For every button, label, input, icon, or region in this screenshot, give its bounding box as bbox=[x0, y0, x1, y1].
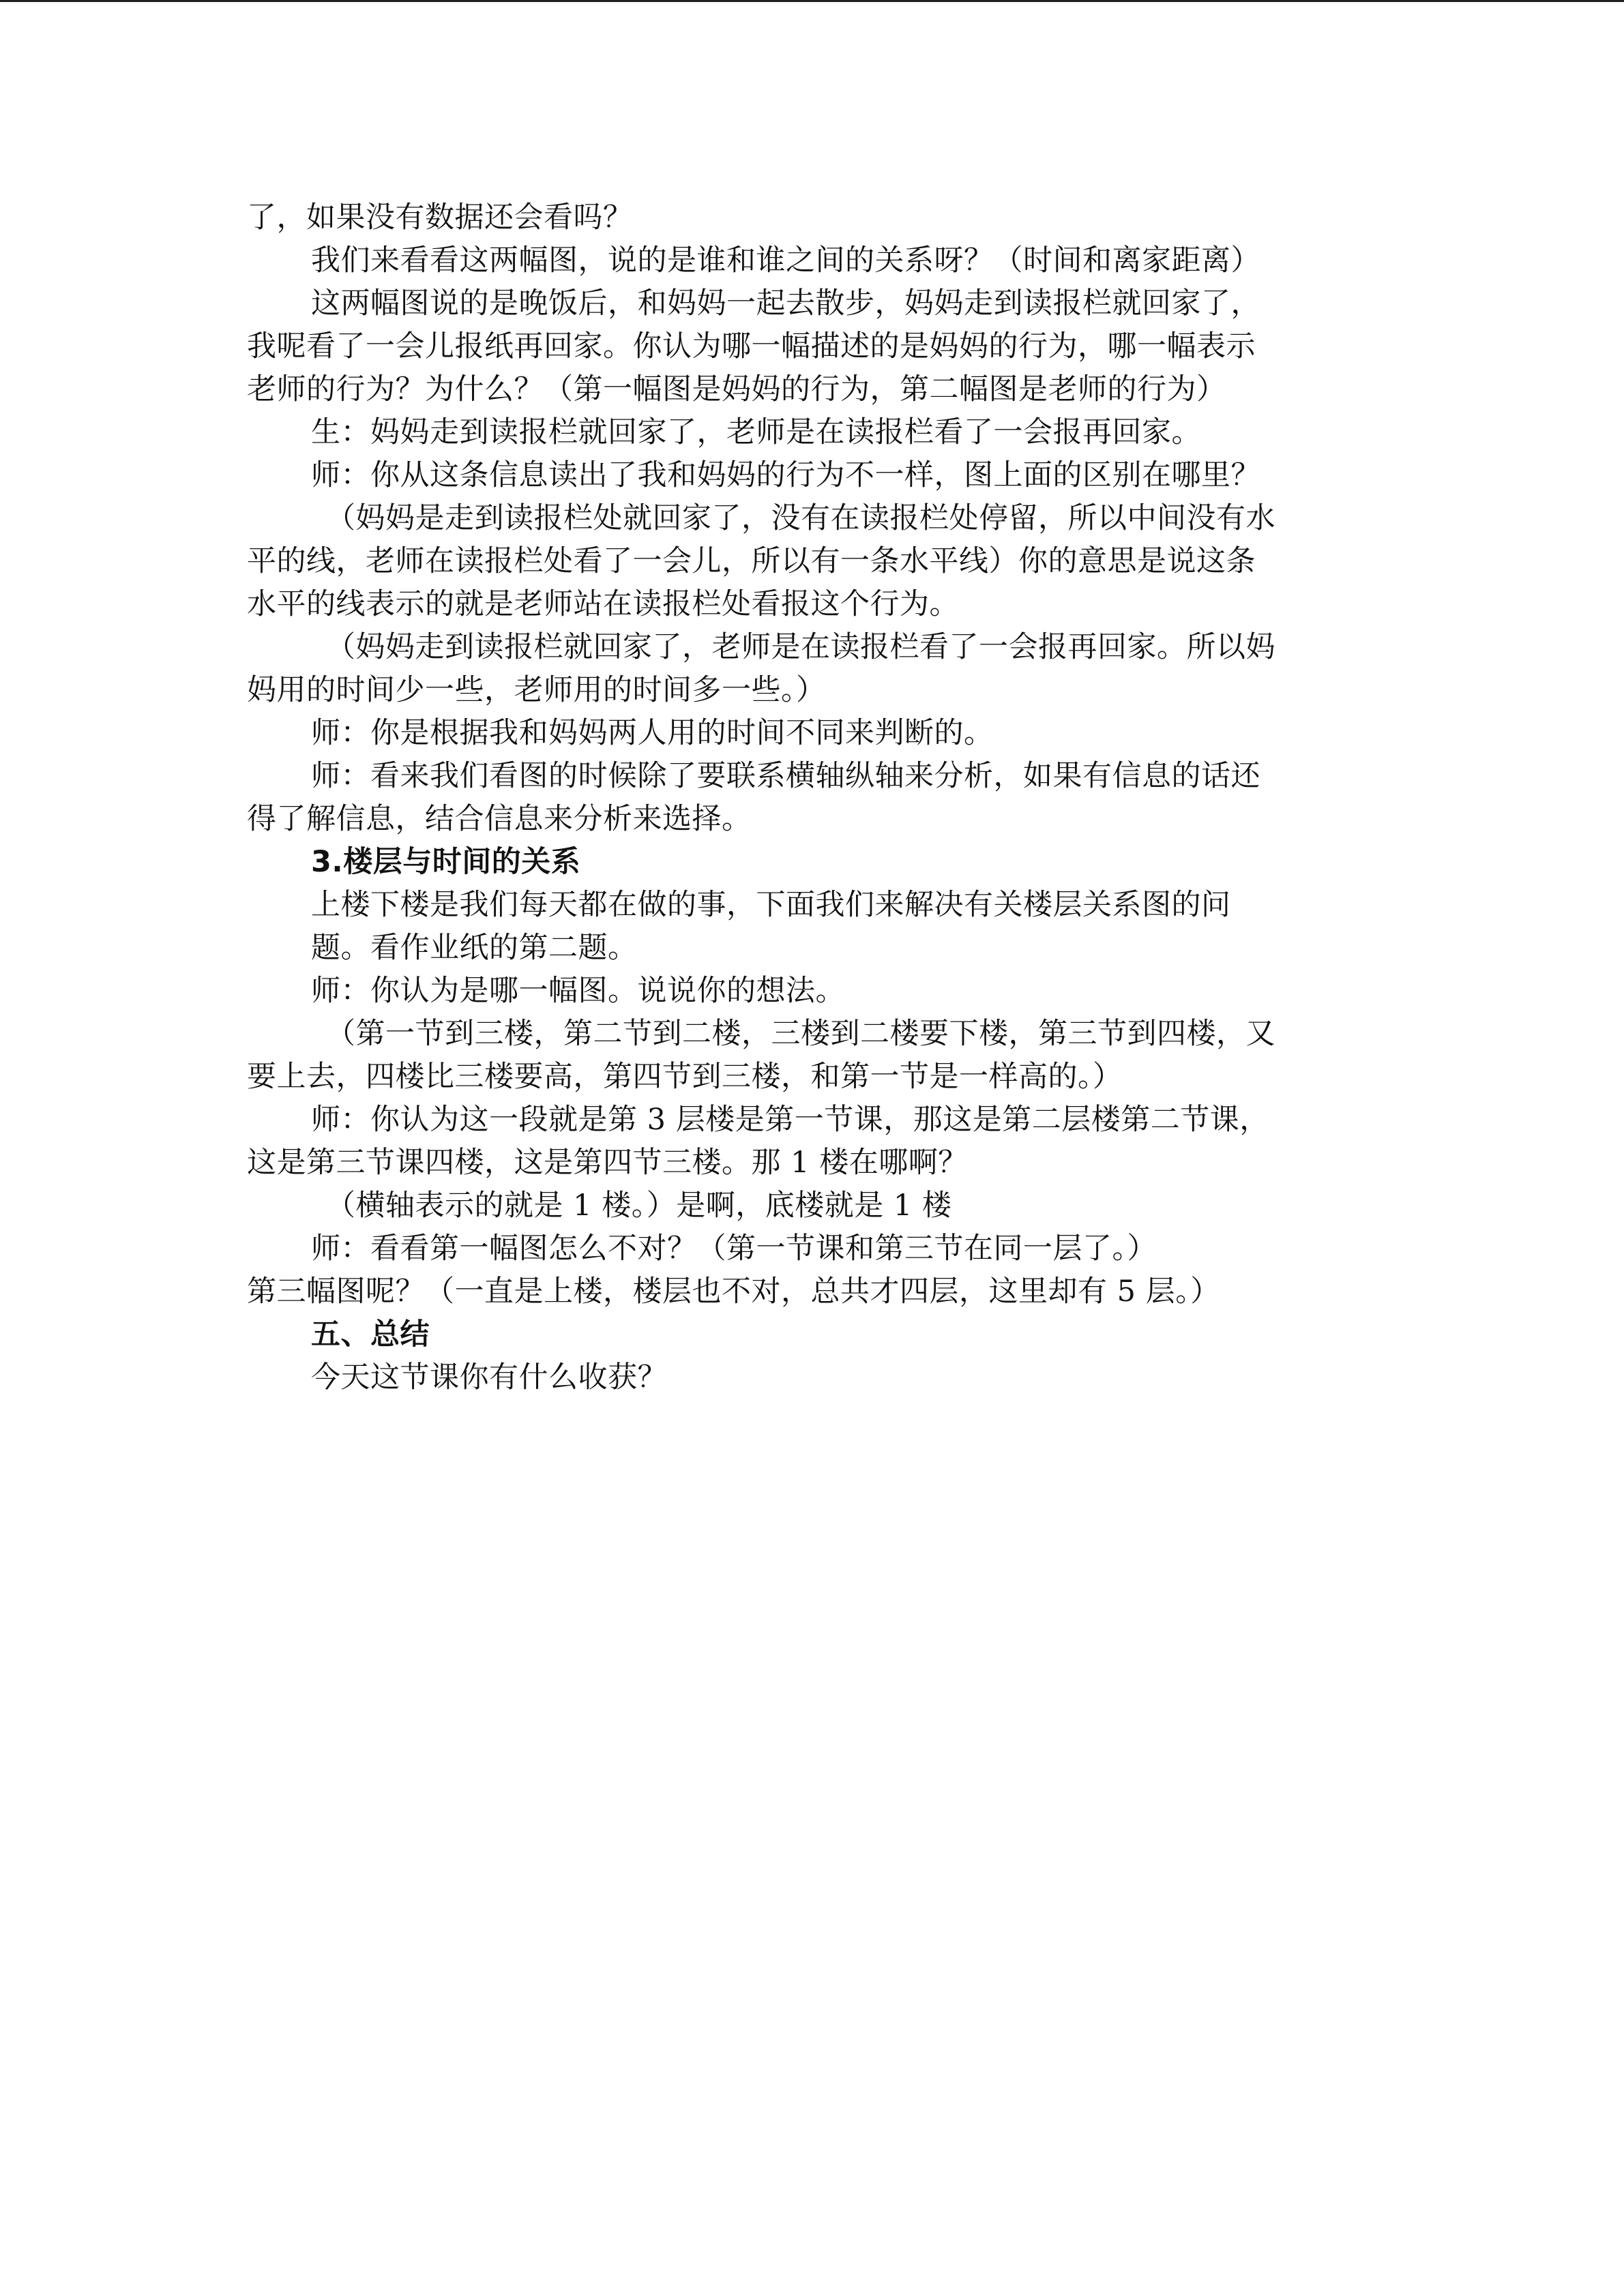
text-line: 妈用的时间少一些，老师用的时间多一些。） bbox=[247, 673, 826, 707]
text-line: 水平的线表示的就是老师站在读报栏处看报这个行为。 bbox=[247, 587, 959, 621]
text-line: 我们来看看这两幅图，说的是谁和谁之间的关系呀？（时间和离家距离） bbox=[311, 243, 1260, 278]
text-line: 我呢看了一会儿报纸再回家。你认为哪一幅描述的是妈妈的行为，哪一幅表示 bbox=[247, 329, 1256, 363]
text-line: 师：你认为这一段就是第 3 层楼是第一节课，那这是第二层楼第二节课， bbox=[311, 1103, 1269, 1137]
text-line: 题。看作业纸的第二题。 bbox=[311, 931, 638, 965]
section-heading: 3.楼层与时间的关系 bbox=[311, 845, 581, 879]
section-heading: 五、总结 bbox=[311, 1317, 430, 1352]
text-line: 了，如果没有数据还会看吗？ bbox=[247, 200, 633, 235]
text-line: 师：你认为是哪一幅图。说说你的想法。 bbox=[311, 974, 845, 1008]
page-top-border bbox=[0, 0, 1624, 2]
document-body bbox=[247, 196, 1365, 1399]
text-line: 第三幅图呢？（一直是上楼，楼层也不对，总共才四层，这里却有 5 层。） bbox=[247, 1274, 1220, 1309]
text-line: （妈妈走到读报栏就回家了，老师是在读报栏看了一会报再回家。所以妈 bbox=[326, 630, 1275, 664]
text-line: （第一节到三楼，第二节到二楼，三楼到二楼要下楼，第三节到四楼，又 bbox=[326, 1017, 1275, 1051]
text-line: 师：你从这条信息读出了我和妈妈的行为不一样，图上面的区别在哪里？ bbox=[311, 458, 1260, 492]
text-line: 今天这节课你有什么收获？ bbox=[311, 1360, 667, 1395]
text-line: 生：妈妈走到读报栏就回家了，老师是在读报栏看了一会报再回家。 bbox=[311, 415, 1201, 449]
text-line: 这是第三节课四楼，这是第四节三楼。那 1 楼在哪啊？ bbox=[247, 1146, 968, 1180]
text-line: 这两幅图说的是晚饭后，和妈妈一起去散步，妈妈走到读报栏就回家了， bbox=[311, 286, 1260, 320]
text-line: 老师的行为？为什么？（第一幅图是妈妈的行为，第二幅图是老师的行为） bbox=[247, 372, 1226, 406]
text-line: 师：看看第一幅图怎么不对？（第一节课和第三节在同一层了。） bbox=[311, 1232, 1157, 1266]
text-line: （横轴表示的就是 1 楼。）是啊，底楼就是 1 楼 bbox=[326, 1189, 952, 1223]
text-line: （妈妈是走到读报栏处就回家了，没有在读报栏处停留，所以中间没有水 bbox=[326, 501, 1275, 535]
text-line: 师：你是根据我和妈妈两人用的时间不同来判断的。 bbox=[311, 716, 994, 750]
text-line: 得了解信息，结合信息来分析来选择。 bbox=[247, 802, 752, 836]
text-line: 师：看来我们看图的时候除了要联系横轴纵轴来分析，如果有信息的话还 bbox=[311, 759, 1260, 793]
text-line: 要上去，四楼比三楼要高，第四节到三楼，和第一节是一样高的。） bbox=[247, 1060, 1123, 1094]
text-line: 平的线，老师在读报栏处看了一会儿，所以有一条水平线）你的意思是说这条 bbox=[247, 544, 1256, 578]
text-line: 上楼下楼是我们每天都在做的事，下面我们来解决有关楼层关系图的问 bbox=[311, 888, 1231, 922]
